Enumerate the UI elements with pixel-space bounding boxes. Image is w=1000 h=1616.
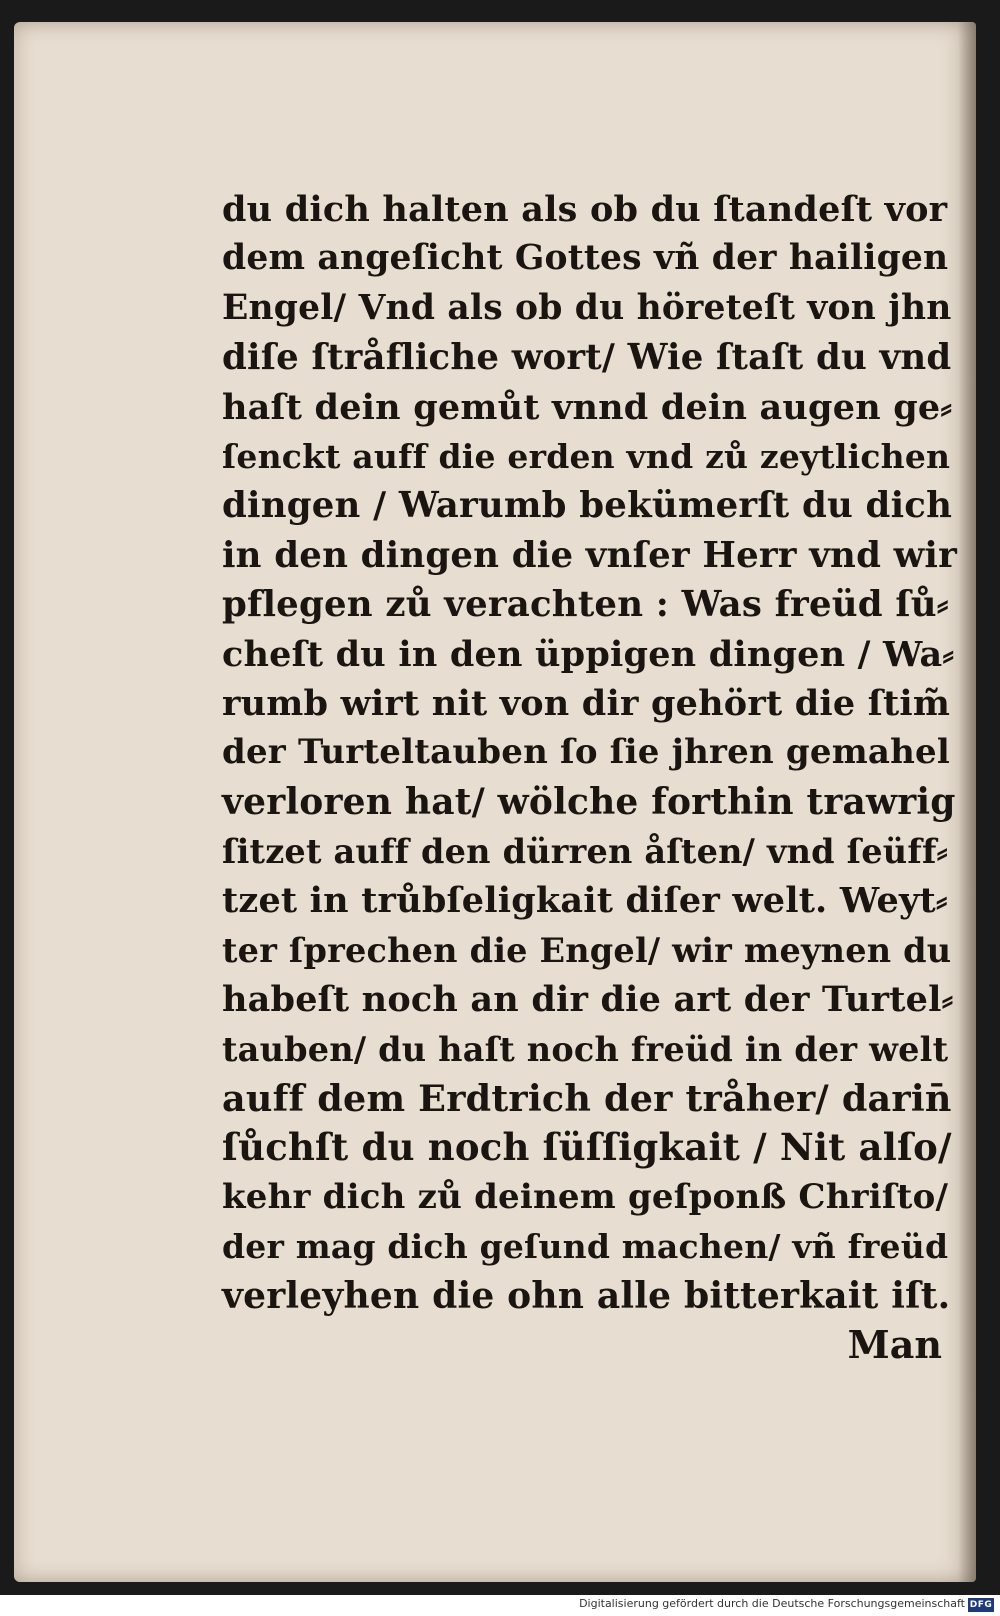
text-line: ter ſprechen die Engel/ wir meynen du: [222, 930, 952, 970]
text-line: ſůchſt du noch ſüſſigkait / Nit alſo/: [222, 1125, 952, 1170]
text-line: auff dem Erdtrich der tråher/ darin̄: [222, 1077, 952, 1121]
text-line: haſt dein gemůt vnnd dein augen ge⸗: [222, 386, 953, 428]
text-line: verloren hat/ wölche forthin trawrig: [222, 780, 956, 823]
catchword: Man: [847, 1322, 942, 1367]
text-line: dem angeſicht Gottes vñ der hailigen: [222, 238, 949, 279]
text-line: ſitzet auff den dürren åſten/ vnd ſeüff⸗: [222, 832, 948, 872]
text-line: verleyhen die ohn alle bitterkait iſt.: [222, 1274, 951, 1317]
funding-credit: Digitalisierung gefördert durch die Deutsche Forschungsgemeinschaft: [579, 1597, 965, 1610]
text-line: Engel/ Vnd als ob du höreteſt von jhn: [222, 287, 952, 328]
text-line: tzet in trůbſeligkait diſer welt. Weyt⸗: [222, 880, 948, 922]
text-line: dingen / Warumb bekümerſt du dich: [222, 485, 953, 527]
body-text: [222, 185, 957, 1321]
text-line: habeſt noch an dir die art der Turtel⸗: [222, 979, 954, 1021]
dfg-logo: DFG: [969, 1600, 993, 1610]
text-line: rumb wirt nit von dir gehört die ſtim̃: [222, 682, 951, 724]
text-line: tauben/ du haſt noch freüd in der welt: [222, 1029, 949, 1069]
text-line: du dich halten als ob du ſtandeſt vor: [222, 189, 948, 230]
text-line: kehr dich zů deinem geſponß Chriſto/: [222, 1176, 949, 1217]
text-line: pflegen zů verachten : Was freüd ſů⸗: [222, 584, 949, 626]
text-line: der Turteltauben ſo ſie jhren gemahel: [222, 732, 950, 773]
text-line: der mag dich geſund machen/ vñ freüd: [222, 1227, 949, 1267]
page-edge-shadow: [958, 22, 976, 1582]
text-line: cheſt du in den üppigen dingen / Wa⸗: [222, 633, 955, 675]
text-line: diſe ſtråfliche wort/ Wie ſtaſt du vnd: [222, 337, 952, 379]
text-line: ſenckt auff die erden vnd zů zeytlichen: [222, 436, 951, 476]
footer-bar: [0, 1595, 1000, 1616]
text-line: in den dingen die vnſer Herr vnd wir: [222, 534, 958, 576]
